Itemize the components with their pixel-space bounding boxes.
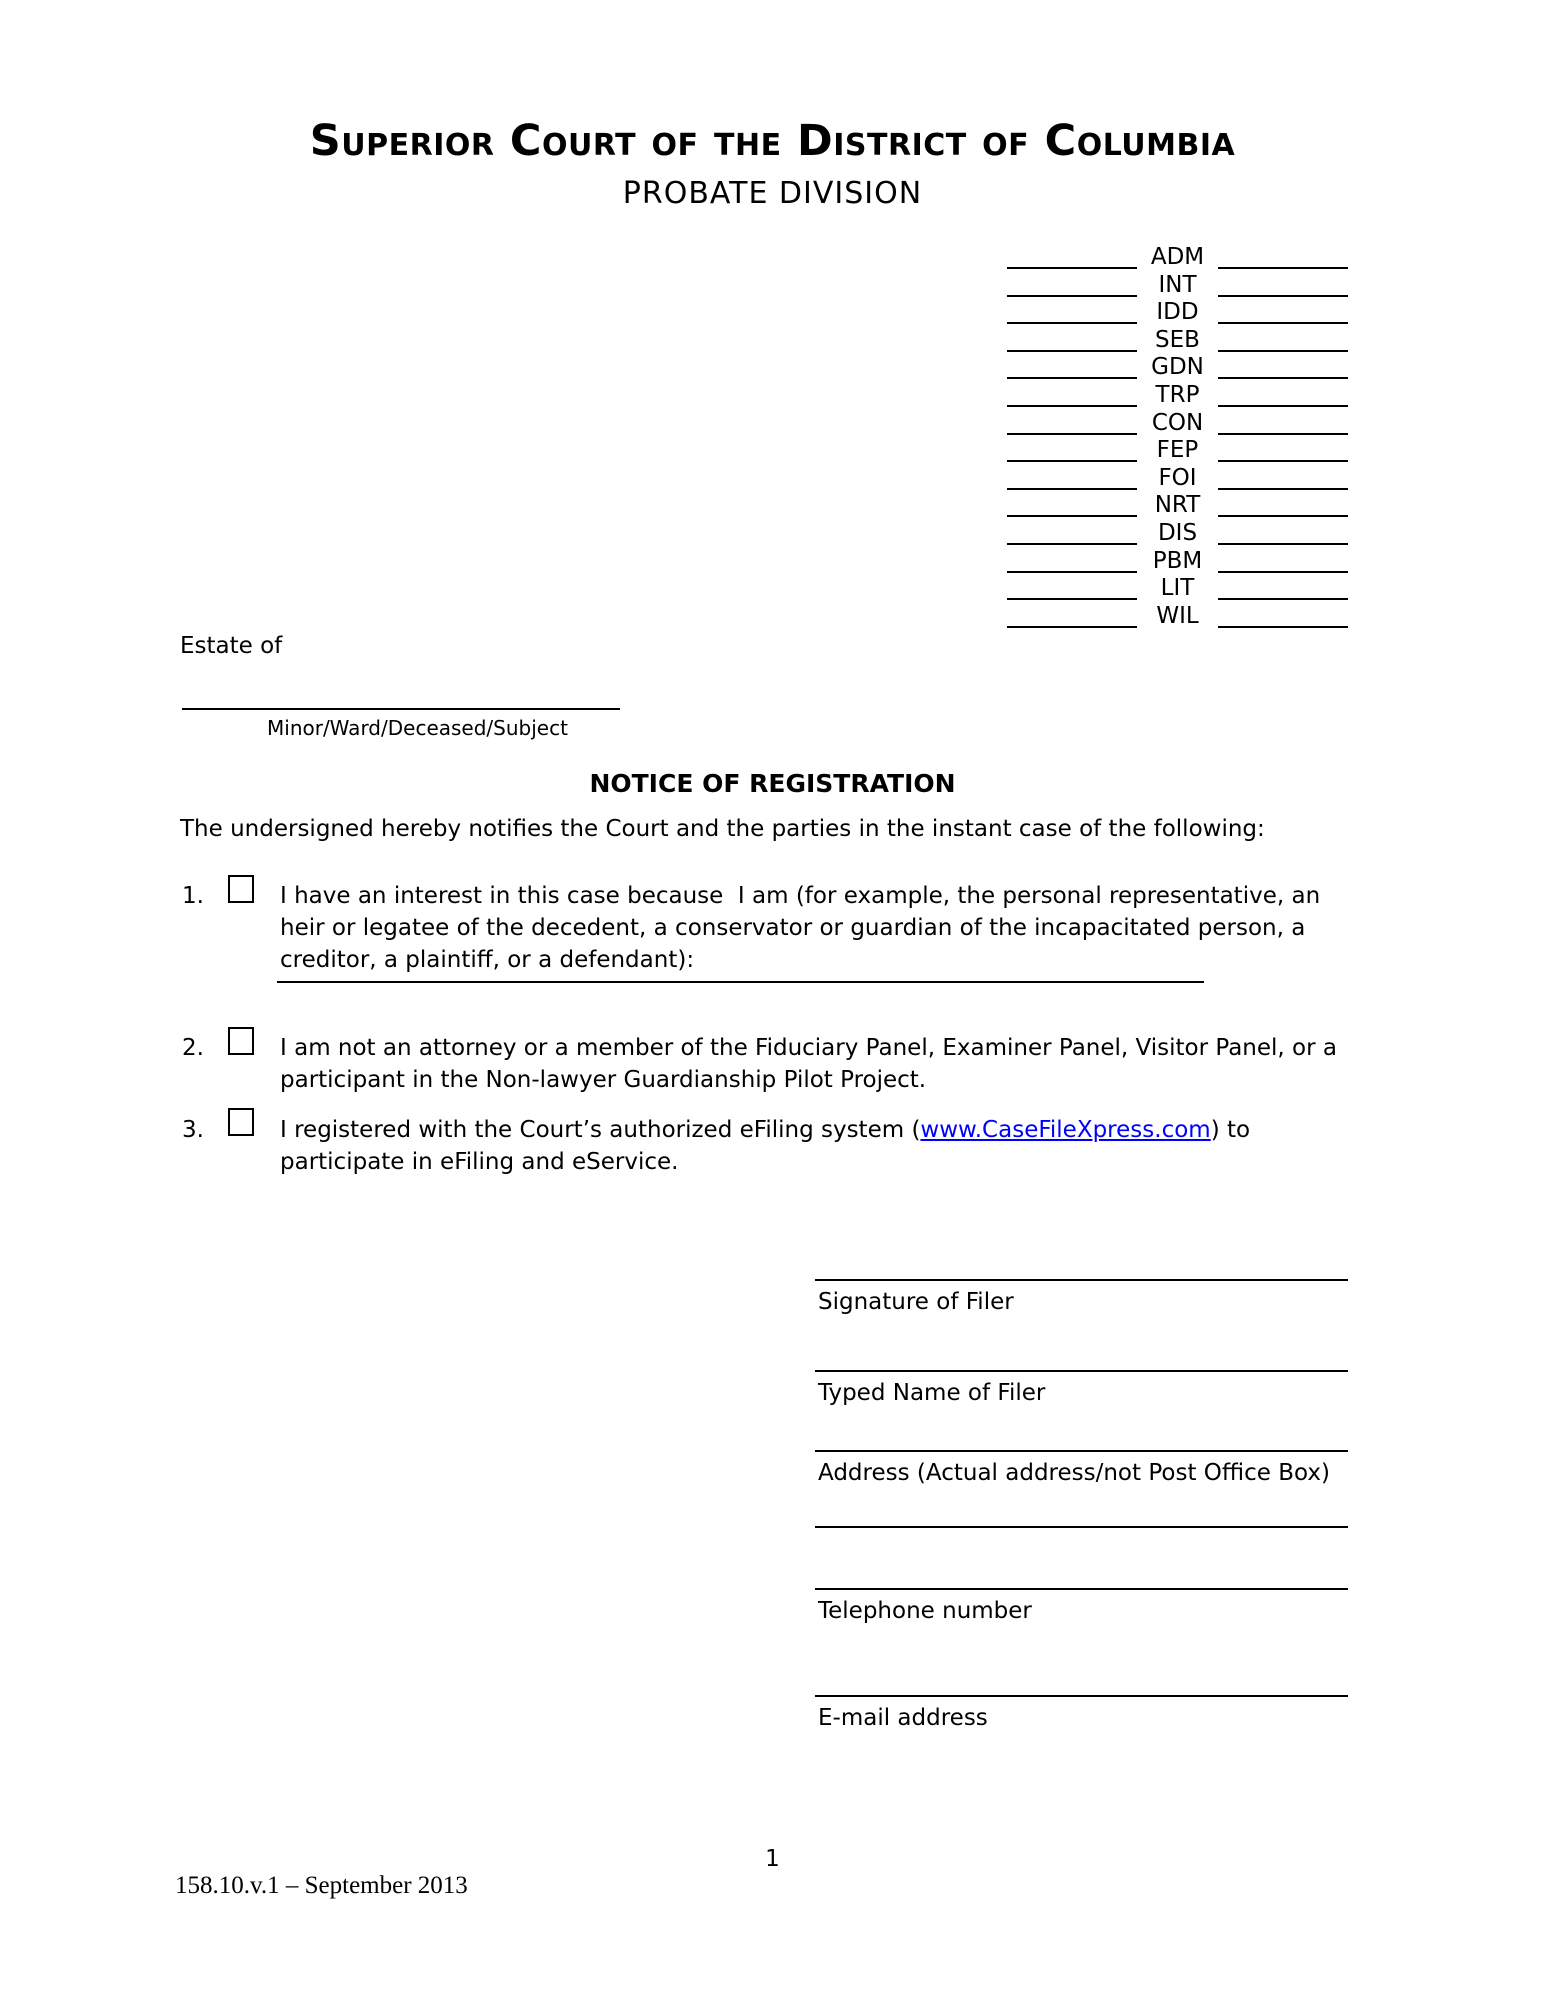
case-code-row-idd bbox=[1007, 300, 1348, 324]
signature-of-filer-label: Signature of Filer bbox=[818, 1289, 1014, 1315]
case-code-row-dis bbox=[1007, 521, 1348, 545]
case-code-right-blank[interactable] bbox=[1218, 519, 1348, 545]
case-code-right-blank[interactable] bbox=[1218, 271, 1348, 297]
estate-name-line[interactable] bbox=[182, 708, 620, 710]
item-1-line-3: creditor, a plaintiff, or a defendant): bbox=[280, 947, 695, 973]
notice-intro: The undersigned hereby notifies the Court and the parties in the instant case of the following: bbox=[180, 816, 1265, 842]
telephone-number-line[interactable] bbox=[815, 1588, 1348, 1590]
item-3-text-after-link: ) to bbox=[1210, 1117, 1251, 1143]
address-actual-address-not-post-office-box-label: Address (Actual address/not Post Office Box) bbox=[818, 1460, 1330, 1486]
case-code-right-blank[interactable] bbox=[1218, 298, 1348, 324]
item-1-line-1: I have an interest in this case because I am (for example, the personal representative, an bbox=[280, 883, 1321, 909]
case-code-row-wil bbox=[1007, 604, 1348, 628]
case-code-right-blank[interactable] bbox=[1218, 436, 1348, 462]
item-3-text bbox=[280, 1114, 1390, 1178]
case-code-row-fep bbox=[1007, 438, 1348, 462]
case-code-label: PBM bbox=[1152, 547, 1203, 574]
case-code-left-blank[interactable] bbox=[1007, 436, 1137, 462]
case-code-left-blank[interactable] bbox=[1007, 491, 1137, 517]
case-code-left-blank[interactable] bbox=[1007, 243, 1137, 269]
case-code-label: CON bbox=[1151, 409, 1204, 436]
item-2-text bbox=[280, 1032, 1390, 1096]
item-2-line-2: participant in the Non-lawyer Guardianship Pilot Project. bbox=[280, 1067, 927, 1093]
item-2-checkbox[interactable] bbox=[228, 1027, 254, 1055]
item-1-text bbox=[280, 880, 1390, 976]
case-code-row-foi bbox=[1007, 466, 1348, 490]
e-mail-address-line[interactable] bbox=[815, 1695, 1348, 1697]
court-title: Superior Court of the District of Columbia bbox=[309, 116, 1236, 166]
case-code-row-con bbox=[1007, 411, 1348, 435]
estate-of-label: Estate of bbox=[180, 633, 283, 659]
form-version-footer: 158.10.v.1 – September 2013 bbox=[175, 1872, 468, 1899]
estate-name-caption: Minor/Ward/Deceased/Subject bbox=[267, 716, 568, 740]
case-code-left-blank[interactable] bbox=[1007, 326, 1137, 352]
case-code-label: SEB bbox=[1155, 326, 1200, 353]
notice-heading: NOTICE OF REGISTRATION bbox=[589, 769, 956, 798]
case-code-right-blank[interactable] bbox=[1218, 381, 1348, 407]
case-code-label: FOI bbox=[1158, 464, 1197, 491]
case-code-left-blank[interactable] bbox=[1007, 298, 1137, 324]
case-code-label: WIL bbox=[1156, 602, 1199, 629]
case-code-label: INT bbox=[1158, 271, 1197, 298]
case-code-left-blank[interactable] bbox=[1007, 574, 1137, 600]
item-3-line-2: participate in eFiling and eService. bbox=[280, 1149, 679, 1175]
case-code-row-nrt bbox=[1007, 493, 1348, 517]
item-3-checkbox[interactable] bbox=[228, 1108, 254, 1136]
address-actual-address-not-post-office-box-line[interactable] bbox=[815, 1450, 1348, 1452]
case-code-left-blank[interactable] bbox=[1007, 381, 1137, 407]
casefilexpress-link[interactable]: www.CaseFileXpress.com bbox=[920, 1117, 1211, 1143]
case-code-label: GDN bbox=[1151, 354, 1204, 381]
item-3-line-1 bbox=[280, 1114, 1390, 1146]
case-code-label: IDD bbox=[1156, 299, 1199, 326]
case-code-row-lit bbox=[1007, 576, 1348, 600]
case-code-right-blank[interactable] bbox=[1218, 464, 1348, 490]
case-code-row-adm bbox=[1007, 245, 1348, 269]
case-code-label: ADM bbox=[1150, 244, 1205, 270]
item-1-answer-line[interactable] bbox=[277, 981, 1204, 983]
case-code-row-pbm bbox=[1007, 549, 1348, 573]
item-2-number: 2. bbox=[182, 1035, 204, 1061]
item-1-checkbox[interactable] bbox=[228, 875, 254, 903]
telephone-number-label: Telephone number bbox=[818, 1598, 1032, 1624]
case-code-row-gdn bbox=[1007, 355, 1348, 379]
item-1-line-2: heir or legatee of the decedent, a conservator or guardian of the incapacitated person, a bbox=[280, 915, 1306, 941]
case-code-left-blank[interactable] bbox=[1007, 464, 1137, 490]
case-code-label: NRT bbox=[1154, 492, 1201, 519]
typed-name-of-filer-line[interactable] bbox=[815, 1370, 1348, 1372]
case-code-label: TRP bbox=[1155, 382, 1200, 408]
division-subtitle: PROBATE DIVISION bbox=[622, 176, 923, 211]
item-3-text-before-link: I registered with the Court’s authorized eFiling system ( bbox=[280, 1117, 921, 1143]
item-3-number: 3. bbox=[182, 1117, 204, 1143]
typed-name-of-filer-label: Typed Name of Filer bbox=[818, 1380, 1046, 1406]
page-number: 1 bbox=[765, 1846, 780, 1872]
case-code-left-blank[interactable] bbox=[1007, 353, 1137, 379]
case-code-row-seb bbox=[1007, 328, 1348, 352]
item-2-line-1: I am not an attorney or a member of the Fiduciary Panel, Examiner Panel, Visitor Panel, or a bbox=[280, 1035, 1337, 1061]
case-code-label: LIT bbox=[1160, 575, 1195, 602]
case-code-left-blank[interactable] bbox=[1007, 519, 1137, 545]
case-code-left-blank[interactable] bbox=[1007, 602, 1137, 628]
case-code-left-blank[interactable] bbox=[1007, 547, 1137, 573]
case-code-label: DIS bbox=[1157, 520, 1198, 546]
case-code-right-blank[interactable] bbox=[1218, 602, 1348, 628]
case-code-label: FEP bbox=[1156, 437, 1199, 464]
case-code-left-blank[interactable] bbox=[1007, 271, 1137, 297]
case-code-right-blank[interactable] bbox=[1218, 409, 1348, 435]
case-code-right-blank[interactable] bbox=[1218, 574, 1348, 600]
case-code-left-blank[interactable] bbox=[1007, 409, 1137, 435]
item-1-number: 1. bbox=[182, 883, 204, 909]
case-code-right-blank[interactable] bbox=[1218, 547, 1348, 573]
case-code-right-blank[interactable] bbox=[1218, 326, 1348, 352]
case-code-right-blank[interactable] bbox=[1218, 353, 1348, 379]
address-continued-line[interactable] bbox=[815, 1526, 1348, 1528]
case-code-row-int bbox=[1007, 273, 1348, 297]
case-code-row-trp bbox=[1007, 383, 1348, 407]
e-mail-address-label: E-mail address bbox=[818, 1705, 988, 1731]
case-code-right-blank[interactable] bbox=[1218, 243, 1348, 269]
signature-of-filer-line[interactable] bbox=[815, 1279, 1348, 1281]
case-code-right-blank[interactable] bbox=[1218, 491, 1348, 517]
